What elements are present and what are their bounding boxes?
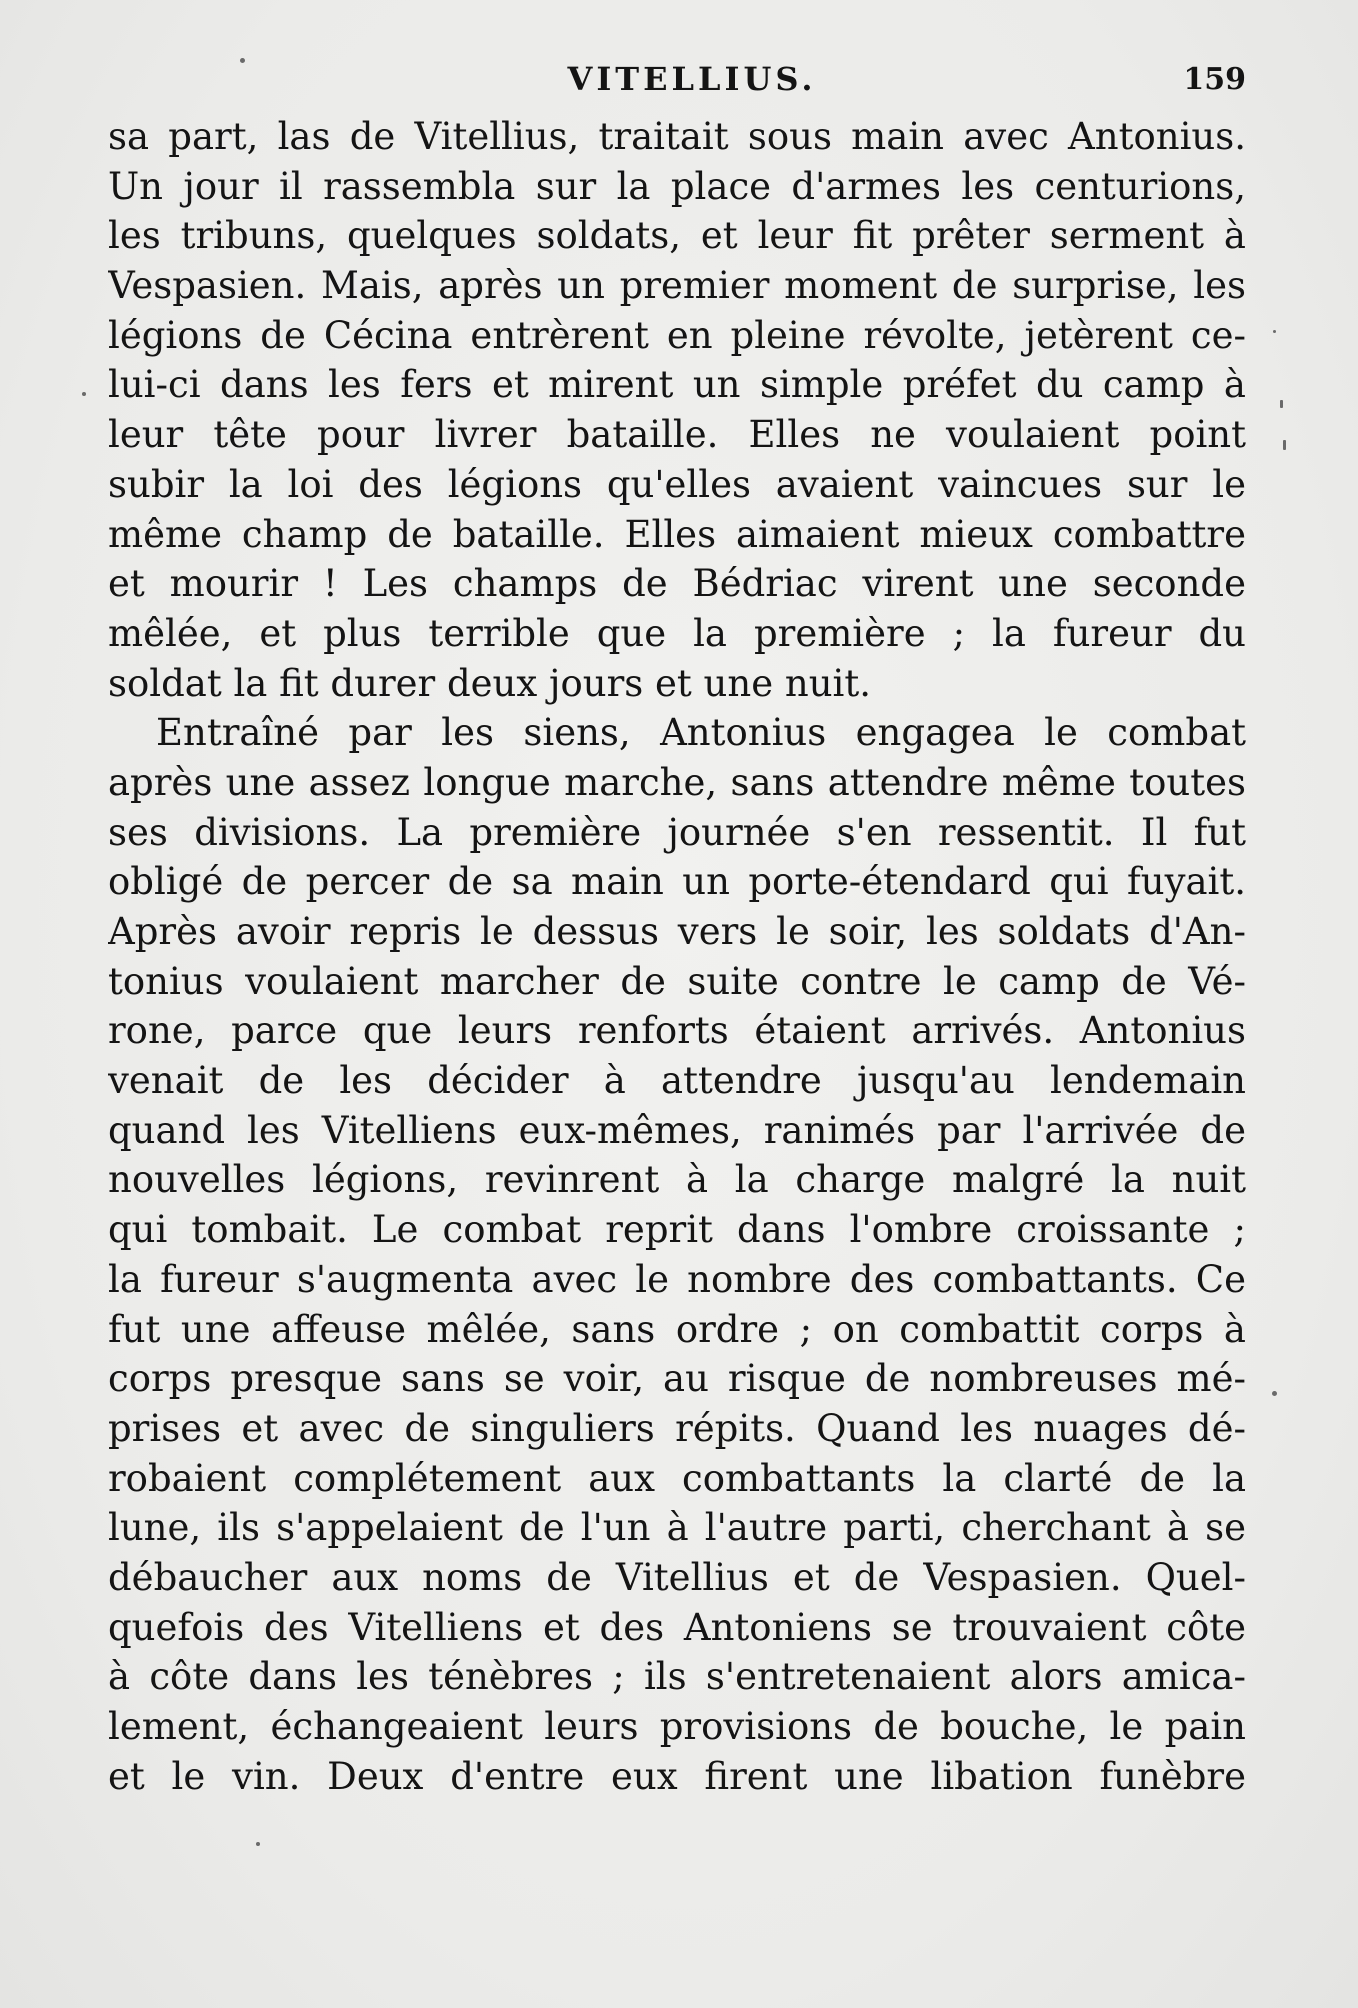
- paragraph: [108, 708, 1246, 1801]
- print-speck: [1273, 330, 1276, 333]
- text-line: prises et avec de singuliers répits. Quand les nuages dé-: [108, 1406, 1246, 1450]
- print-speck: [82, 392, 86, 396]
- text-line: nouvelles légions, revinrent à la charge malgré la nuit: [108, 1158, 1246, 1202]
- text-line: Entraîné par les siens, Antonius engagea le combat: [156, 711, 1246, 755]
- print-speck: [1280, 400, 1283, 408]
- text-line: soldat la fit durer deux jours et une nuit.: [108, 661, 871, 705]
- text-line: mêlée, et plus terrible que la première ; la fureur du: [108, 611, 1246, 655]
- body-text: [108, 112, 1246, 1801]
- text-line: lune, ils s'appelaient de l'un à l'autre parti, cherchant à se: [108, 1506, 1246, 1550]
- text-line: sa part, las de Vitellius, traitait sous main avec Antonius.: [108, 115, 1246, 158]
- print-speck: [240, 58, 245, 63]
- text-line: tonius voulaient marcher de suite contre le camp de Vé-: [108, 959, 1246, 1003]
- text-line: venait de les décider à attendre jusqu'au lendemain: [108, 1059, 1246, 1103]
- text-line: à côte dans les ténèbres ; ils s'entretenaient alors amica-: [108, 1655, 1246, 1699]
- text-line: légions de Cécina entrèrent en pleine révolte, jetèrent ce-: [108, 313, 1246, 357]
- text-line: ses divisions. La première journée s'en ressentit. Il fut: [108, 810, 1246, 854]
- text-line: après une assez longue marche, sans attendre même toutes: [108, 760, 1246, 804]
- page-number: 159: [1183, 62, 1246, 97]
- text-line: subir la loi des légions qu'elles avaient vaincues sur le: [108, 462, 1246, 506]
- running-title: VITELLIUS.: [567, 60, 817, 98]
- paragraph-container: [108, 112, 1246, 1801]
- text-line: et le vin. Deux d'entre eux firent une libation funèbre: [108, 1754, 1246, 1798]
- text-line: corps presque sans se voir, au risque de nombreuses mé-: [108, 1357, 1246, 1401]
- text-line: rone, parce que leurs renforts étaient arrivés. Antonius: [108, 1009, 1246, 1053]
- text-line: quand les Vitelliens eux-mêmes, ranimés par l'arrivée de: [108, 1108, 1246, 1152]
- text-line: même champ de bataille. Elles aimaient mieux combattre: [108, 512, 1246, 556]
- text-line: robaient complétement aux combattants la clarté de la: [108, 1456, 1246, 1500]
- text-line: Un jour il rassembla sur la place d'armes les centurions,: [108, 164, 1246, 208]
- text-line: obligé de percer de sa main un porte-étendard qui fuyait.: [108, 860, 1246, 904]
- print-speck: [1272, 1391, 1277, 1396]
- text-line: Après avoir repris le dessus vers le soir, les soldats d'An-: [108, 910, 1246, 953]
- text-line: la fureur s'augmenta avec le nombre des combattants. Ce: [108, 1257, 1246, 1301]
- paragraph: [108, 112, 1246, 708]
- text-line: débaucher aux noms de Vitellius et de Vespasien. Quel-: [108, 1555, 1246, 1599]
- text-line: qui tombait. Le combat reprit dans l'ombre croissante ;: [108, 1208, 1246, 1252]
- text-line: lui-ci dans les fers et mirent un simple préfet du camp à: [108, 363, 1246, 407]
- text-line: fut une affeuse mêlée, sans ordre ; on combattit corps à: [108, 1307, 1246, 1351]
- text-line: leur tête pour livrer bataille. Elles ne voulaient point: [108, 413, 1246, 457]
- text-line: lement, échangeaient leurs provisions de bouche, le pain: [108, 1705, 1246, 1748]
- text-line: les tribuns, quelques soldats, et leur fit prêter serment à: [108, 214, 1246, 258]
- text-line: et mourir ! Les champs de Bédriac virent une seconde: [108, 562, 1246, 606]
- print-speck: [1283, 440, 1286, 450]
- text-line: quefois des Vitelliens et des Antoniens se trouvaient côte: [108, 1605, 1246, 1649]
- print-speck: [256, 1842, 260, 1846]
- text-line: Vespasien. Mais, après un premier moment de surprise, les: [108, 264, 1246, 308]
- page-header: [108, 56, 1246, 102]
